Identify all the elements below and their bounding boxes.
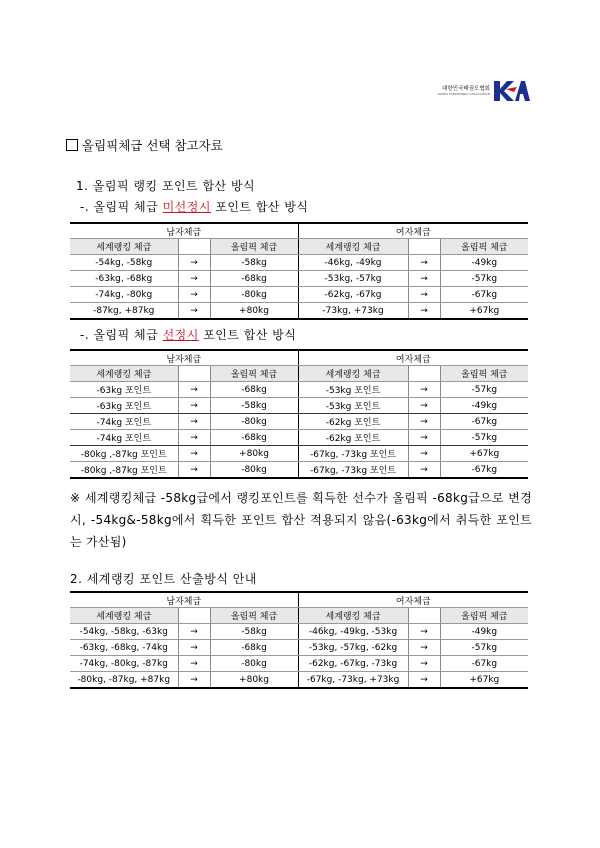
org-name [428, 86, 490, 96]
women-olympic-class: -49kg [440, 398, 528, 414]
table-row [70, 640, 528, 656]
col-olympic: 올림픽 체급 [210, 366, 298, 382]
women-olympic-class: +67kg [440, 672, 528, 689]
col-olympic: 올림픽 체급 [210, 239, 298, 255]
men-ranking-class: -80kg ,-87kg 포인트 [70, 462, 178, 479]
women-olympic-class: -67kg [440, 414, 528, 430]
men-header: 남자체급 [70, 350, 298, 366]
women-olympic-class: +67kg [440, 446, 528, 462]
women-header: 여자체급 [298, 592, 528, 608]
col-world-ranking: 세계랭킹 체급 [298, 239, 408, 255]
women-ranking-class: -46kg, -49kg [298, 255, 408, 271]
men-ranking-class: -80kg, -87kg, +87kg [70, 672, 178, 689]
arrow-icon: → [408, 446, 440, 462]
sub2-highlight: 선정시 [162, 328, 199, 342]
men-ranking-class: -63kg, -68kg [70, 271, 178, 287]
women-olympic-class: -57kg [440, 271, 528, 287]
col-olympic: 올림픽 체급 [440, 366, 528, 382]
women-ranking-class: -53kg, -57kg, -62kg [298, 640, 408, 656]
women-header: 여자체급 [298, 350, 528, 366]
table-row [70, 462, 528, 479]
men-olympic-class: -80kg [210, 462, 298, 479]
table-row [70, 672, 528, 689]
women-header: 여자체급 [298, 223, 528, 239]
org-name-korean: 대한민국태권도협회 [442, 86, 490, 92]
men-olympic-class: -80kg [210, 287, 298, 303]
arrow-icon: → [178, 462, 210, 479]
kta-logo [428, 78, 530, 104]
arrow-icon: → [178, 446, 210, 462]
col-world-ranking: 세계랭킹 체급 [70, 239, 178, 255]
women-ranking-class: -73kg, +73kg [298, 303, 408, 320]
women-ranking-class: -53kg 포인트 [298, 398, 408, 414]
arrow-icon: → [408, 303, 440, 320]
col-olympic: 올림픽 체급 [440, 608, 528, 624]
women-ranking-class: -62kg, -67kg, -73kg [298, 656, 408, 672]
table-row [70, 255, 528, 271]
table-row [70, 271, 528, 287]
arrow-icon: → [178, 287, 210, 303]
women-ranking-class: -62kg 포인트 [298, 430, 408, 446]
arrow-icon: → [178, 398, 210, 414]
table-ranking-calculation [70, 591, 528, 689]
men-olympic-class: -68kg [210, 271, 298, 287]
women-olympic-class: -57kg [440, 640, 528, 656]
table-row [70, 303, 528, 320]
women-olympic-class: -57kg [440, 382, 528, 398]
table-row [70, 446, 528, 462]
men-ranking-class: -63kg 포인트 [70, 398, 178, 414]
men-olympic-class: -58kg [210, 624, 298, 640]
women-ranking-class: -62kg, -67kg [298, 287, 408, 303]
arrow-icon: → [408, 398, 440, 414]
arrow-icon: → [408, 271, 440, 287]
sub2-prefix: -. 올림픽 체급 [80, 328, 163, 342]
col-world-ranking: 세계랭킹 체급 [70, 608, 178, 624]
women-olympic-class: -67kg [440, 656, 528, 672]
arrow-icon: → [178, 672, 210, 689]
men-header: 남자체급 [70, 592, 298, 608]
men-olympic-class: -80kg [210, 414, 298, 430]
table-row [70, 287, 528, 303]
arrow-icon: → [178, 271, 210, 287]
table-row [70, 656, 528, 672]
women-ranking-class: -46kg, -49kg, -53kg [298, 624, 408, 640]
sub1-highlight: 미선정시 [162, 200, 211, 214]
men-ranking-class: -74kg 포인트 [70, 414, 178, 430]
arrow-icon: → [408, 656, 440, 672]
men-ranking-class: -74kg 포인트 [70, 430, 178, 446]
section1-sub2 [80, 326, 296, 343]
arrow-icon: → [178, 303, 210, 320]
arrow-icon: → [408, 640, 440, 656]
men-ranking-class: -54kg, -58kg, -63kg [70, 624, 178, 640]
table-row [70, 382, 528, 398]
table-olympic-not-selected [70, 222, 528, 320]
men-olympic-class: -58kg [210, 398, 298, 414]
men-ranking-class: -74kg, -80kg, -87kg [70, 656, 178, 672]
kta-emblem [492, 78, 530, 104]
men-olympic-class: -68kg [210, 382, 298, 398]
sub2-suffix: 포인트 합산 방식 [198, 328, 297, 342]
arrow-icon: → [408, 430, 440, 446]
women-ranking-class: -67kg, -73kg 포인트 [298, 446, 408, 462]
arrow-icon: → [408, 624, 440, 640]
men-ranking-class: -63kg 포인트 [70, 382, 178, 398]
page-title-text: 올림픽체급 선택 참고자료 [82, 138, 223, 153]
arrow-icon: → [408, 414, 440, 430]
arrow-icon: → [408, 382, 440, 398]
section2-title: 2. 세계랭킹 포인트 산출방식 안내 [70, 572, 257, 586]
women-ranking-class: -67kg, -73kg, +73kg [298, 672, 408, 689]
men-ranking-class: -63kg, -68kg, -74kg [70, 640, 178, 656]
women-olympic-class: -49kg [440, 624, 528, 640]
arrow-icon: → [178, 640, 210, 656]
arrow-icon: → [408, 462, 440, 479]
arrow-icon: → [408, 672, 440, 689]
section1-sub1 [80, 198, 309, 215]
women-ranking-class: -53kg 포인트 [298, 382, 408, 398]
women-olympic-class: -49kg [440, 255, 528, 271]
sub1-suffix: 포인트 합산 방식 [210, 200, 309, 214]
men-olympic-class: +80kg [210, 672, 298, 689]
checkbox-square-icon [66, 139, 78, 151]
men-olympic-class: -68kg [210, 430, 298, 446]
men-olympic-class: -58kg [210, 255, 298, 271]
arrow-icon: → [178, 414, 210, 430]
page-title [66, 136, 223, 154]
table-row [70, 624, 528, 640]
arrow-icon: → [408, 255, 440, 271]
col-world-ranking: 세계랭킹 체급 [298, 366, 408, 382]
women-ranking-class: -53kg, -57kg [298, 271, 408, 287]
col-olympic: 올림픽 체급 [440, 239, 528, 255]
arrow-icon: → [178, 382, 210, 398]
men-ranking-class: -87kg, +87kg [70, 303, 178, 320]
women-olympic-class: -67kg [440, 287, 528, 303]
arrow-icon: → [178, 624, 210, 640]
arrow-icon: → [408, 287, 440, 303]
arrow-icon: → [178, 656, 210, 672]
men-header: 남자체급 [70, 223, 298, 239]
men-olympic-class: -68kg [210, 640, 298, 656]
table-row [70, 430, 528, 446]
note-paragraph: ※ 세계랭킹체급 -58kg급에서 랭킹포인트를 획득한 선수가 올림픽 -68kg급으로 변경시, -54kg&-58kg에서 획득한 포인트 합산 적용되지 않음(-63kg에서 취득한 포인트는 가산됨) [70, 491, 532, 549]
men-olympic-class: -80kg [210, 656, 298, 672]
table-row [70, 414, 528, 430]
col-world-ranking: 세계랭킹 체급 [70, 366, 178, 382]
section1-title: 1. 올림픽 랭킹 포인트 합산 방식 [76, 179, 256, 193]
men-ranking-class: -74kg, -80kg [70, 287, 178, 303]
women-olympic-class: +67kg [440, 303, 528, 320]
col-world-ranking: 세계랭킹 체급 [298, 608, 408, 624]
col-olympic: 올림픽 체급 [210, 608, 298, 624]
women-ranking-class: -67kg, -73kg 포인트 [298, 462, 408, 479]
org-name-english: KOREA TAEKWONDO ASSOCIATION [437, 92, 490, 96]
table-olympic-selected [70, 349, 528, 479]
women-ranking-class: -62kg 포인트 [298, 414, 408, 430]
men-olympic-class: +80kg [210, 446, 298, 462]
women-olympic-class: -57kg [440, 430, 528, 446]
women-olympic-class: -67kg [440, 462, 528, 479]
table-row [70, 398, 528, 414]
men-olympic-class: +80kg [210, 303, 298, 320]
men-ranking-class: -54kg, -58kg [70, 255, 178, 271]
sub1-prefix: -. 올림픽 체급 [80, 200, 163, 214]
arrow-icon: → [178, 430, 210, 446]
men-ranking-class: -80kg ,-87kg 포인트 [70, 446, 178, 462]
arrow-icon: → [178, 255, 210, 271]
